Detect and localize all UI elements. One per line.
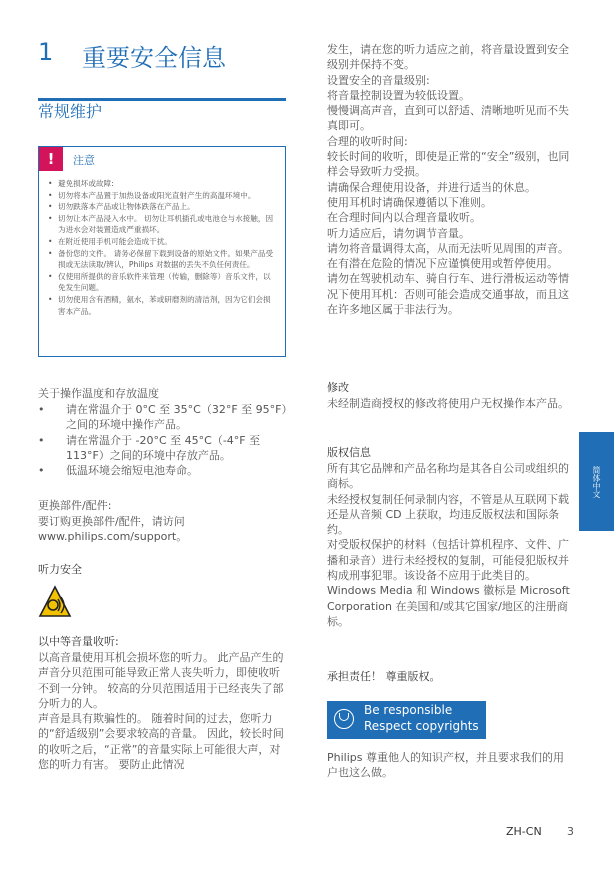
notice-item: • 避免损坏或故障:	[48, 178, 278, 190]
hearing-warning-icon	[38, 585, 72, 619]
responsible-title: 承担责任！ 尊重版权。	[327, 670, 441, 683]
list-item: • 请在常温介于 -20°C 至 45°C（-4°F 至 113°F）之间的环境中存放产品。	[38, 433, 288, 464]
language-tab-label: 简体中文	[592, 465, 601, 498]
operating-temp-list	[38, 402, 288, 478]
notice-item: • 切勿将本产品置于加热设备或阳光直射产生的高温环境中。	[48, 190, 278, 202]
copyright-text: 所有其它品牌和产品名称均是其各自公司或组织的商标。 未经授权复制任何录制内容，不管是从互联网下载还是从音频 CD 上获取，均违反版权法和国际条约。 对受版权保护的材料（包括计算机程序、文件、广播和录音）进行未经授权的复制，可能侵犯版权并构成刑事犯罪。该设备不应用于此类目的。 Windows Media 和 Windows 徽标是 Microsoft Corporation 在美国和/或其它国家/地区的注册商标。	[327, 462, 570, 628]
list-item: • 请在常温介于 0°C 至 35°C（32°F 至 95°F）之间的环境中操作产品。	[38, 402, 288, 433]
notice-item: • 备份您的文件。 请务必保留下载到设备的原始文件。如果产品受损或无法读取/辨认，Philips 对数据的丢失不负任何责任。	[48, 248, 278, 271]
banner-line-2: Respect copyrights	[364, 719, 479, 733]
chapter-title: 重要安全信息	[82, 44, 226, 72]
section-title: 常规维护	[38, 102, 103, 121]
notice-label: 注意	[73, 154, 95, 167]
notice-list	[48, 178, 278, 317]
banner-line-1: Be responsible	[364, 703, 453, 717]
moderate-volume-text: 以高音量使用耳机会损坏您的听力。 此产品产生的声音分贝范围可能导致正常人丧失听力，即使收听不到一分钟。 较高的分贝范围适用于已经丧失了部分听力的人。 声音是具有欺骗性的。 随着时间的过去，您听力的“舒适级别”会要求较高的音量。 因此，较长时间的收听之后，“正常”的音量实际上可能很大声，对您的听力有害。 要防止此情况	[38, 651, 284, 772]
notice-item: • 切勿使用含有酒精，氨水，苯或研磨剂的清洁剂，因为它们会损害本产品。	[48, 294, 278, 317]
warning-icon: !	[39, 147, 63, 171]
moderate-volume-title: 以中等音量收听:	[38, 635, 119, 648]
parts-title: 更换部件/配件:	[38, 499, 112, 512]
chapter-number: 1	[38, 38, 54, 66]
right-column-text: 发生，请在您的听力适应之前，将音量设置到安全级别并保持不变。 设置安全的音量级别: 将音量控制设置为较低设置。 慢慢调高声音，直到可以舒适、清晰地听见而不失真即可。 合理的收听时间: 较长时间的收听，即使是正常的“安全”级别，也同样会导致听力受损。 请确保合理使用设备，并进行适当的休息。 使用耳机时请确保遵循以下准则。 在合理时间内以合理音量收听。 听力适应后，请勿调节音量。 请勿将音量调得太高，从而无法听见周围的声音。 在有潜在危险的情况下应谨慎使用或暂停使用。 请勿在驾驶机动车、骑自行车、进行滑板运动等情况下使用耳机：否则可能会造成交通事故，而且这在许多地区属于非法行为。	[327, 43, 570, 317]
notice-item: • 切勿跌落本产品或让物体跌落在产品上。	[48, 201, 278, 213]
list-item: • 低温环境会缩短电池寿命。	[38, 463, 288, 478]
modification-title: 修改	[327, 381, 349, 394]
page-number: 3	[567, 825, 574, 838]
modification-text: 未经制造商授权的修改将使用户无权操作本产品。	[327, 397, 569, 410]
philips-respect-text: Philips 尊重他人的知识产权，并且要求我们的用户也这么做。	[327, 751, 564, 780]
notice-item: • 仅使用所提供的音乐软件来管理（传输，删除等）音乐文件，以免发生问题。	[48, 271, 278, 294]
hearing-safety-title: 听力安全	[38, 563, 82, 576]
operating-temp-title: 关于操作温度和存放温度	[38, 387, 159, 400]
notice-item: • 切勿让本产品浸入水中。 切勿让耳机插孔或电池仓与水接触，因为进水会对装置造成严重损坏。	[48, 213, 278, 236]
parts-text: 要订购更换部件/配件，请访问 www.philips.com/support。	[38, 515, 188, 544]
notice-item: • 在附近使用手机可能会造成干扰。	[48, 236, 278, 248]
footer-language: ZH-CN	[506, 825, 542, 838]
copyright-title: 版权信息	[327, 446, 371, 459]
